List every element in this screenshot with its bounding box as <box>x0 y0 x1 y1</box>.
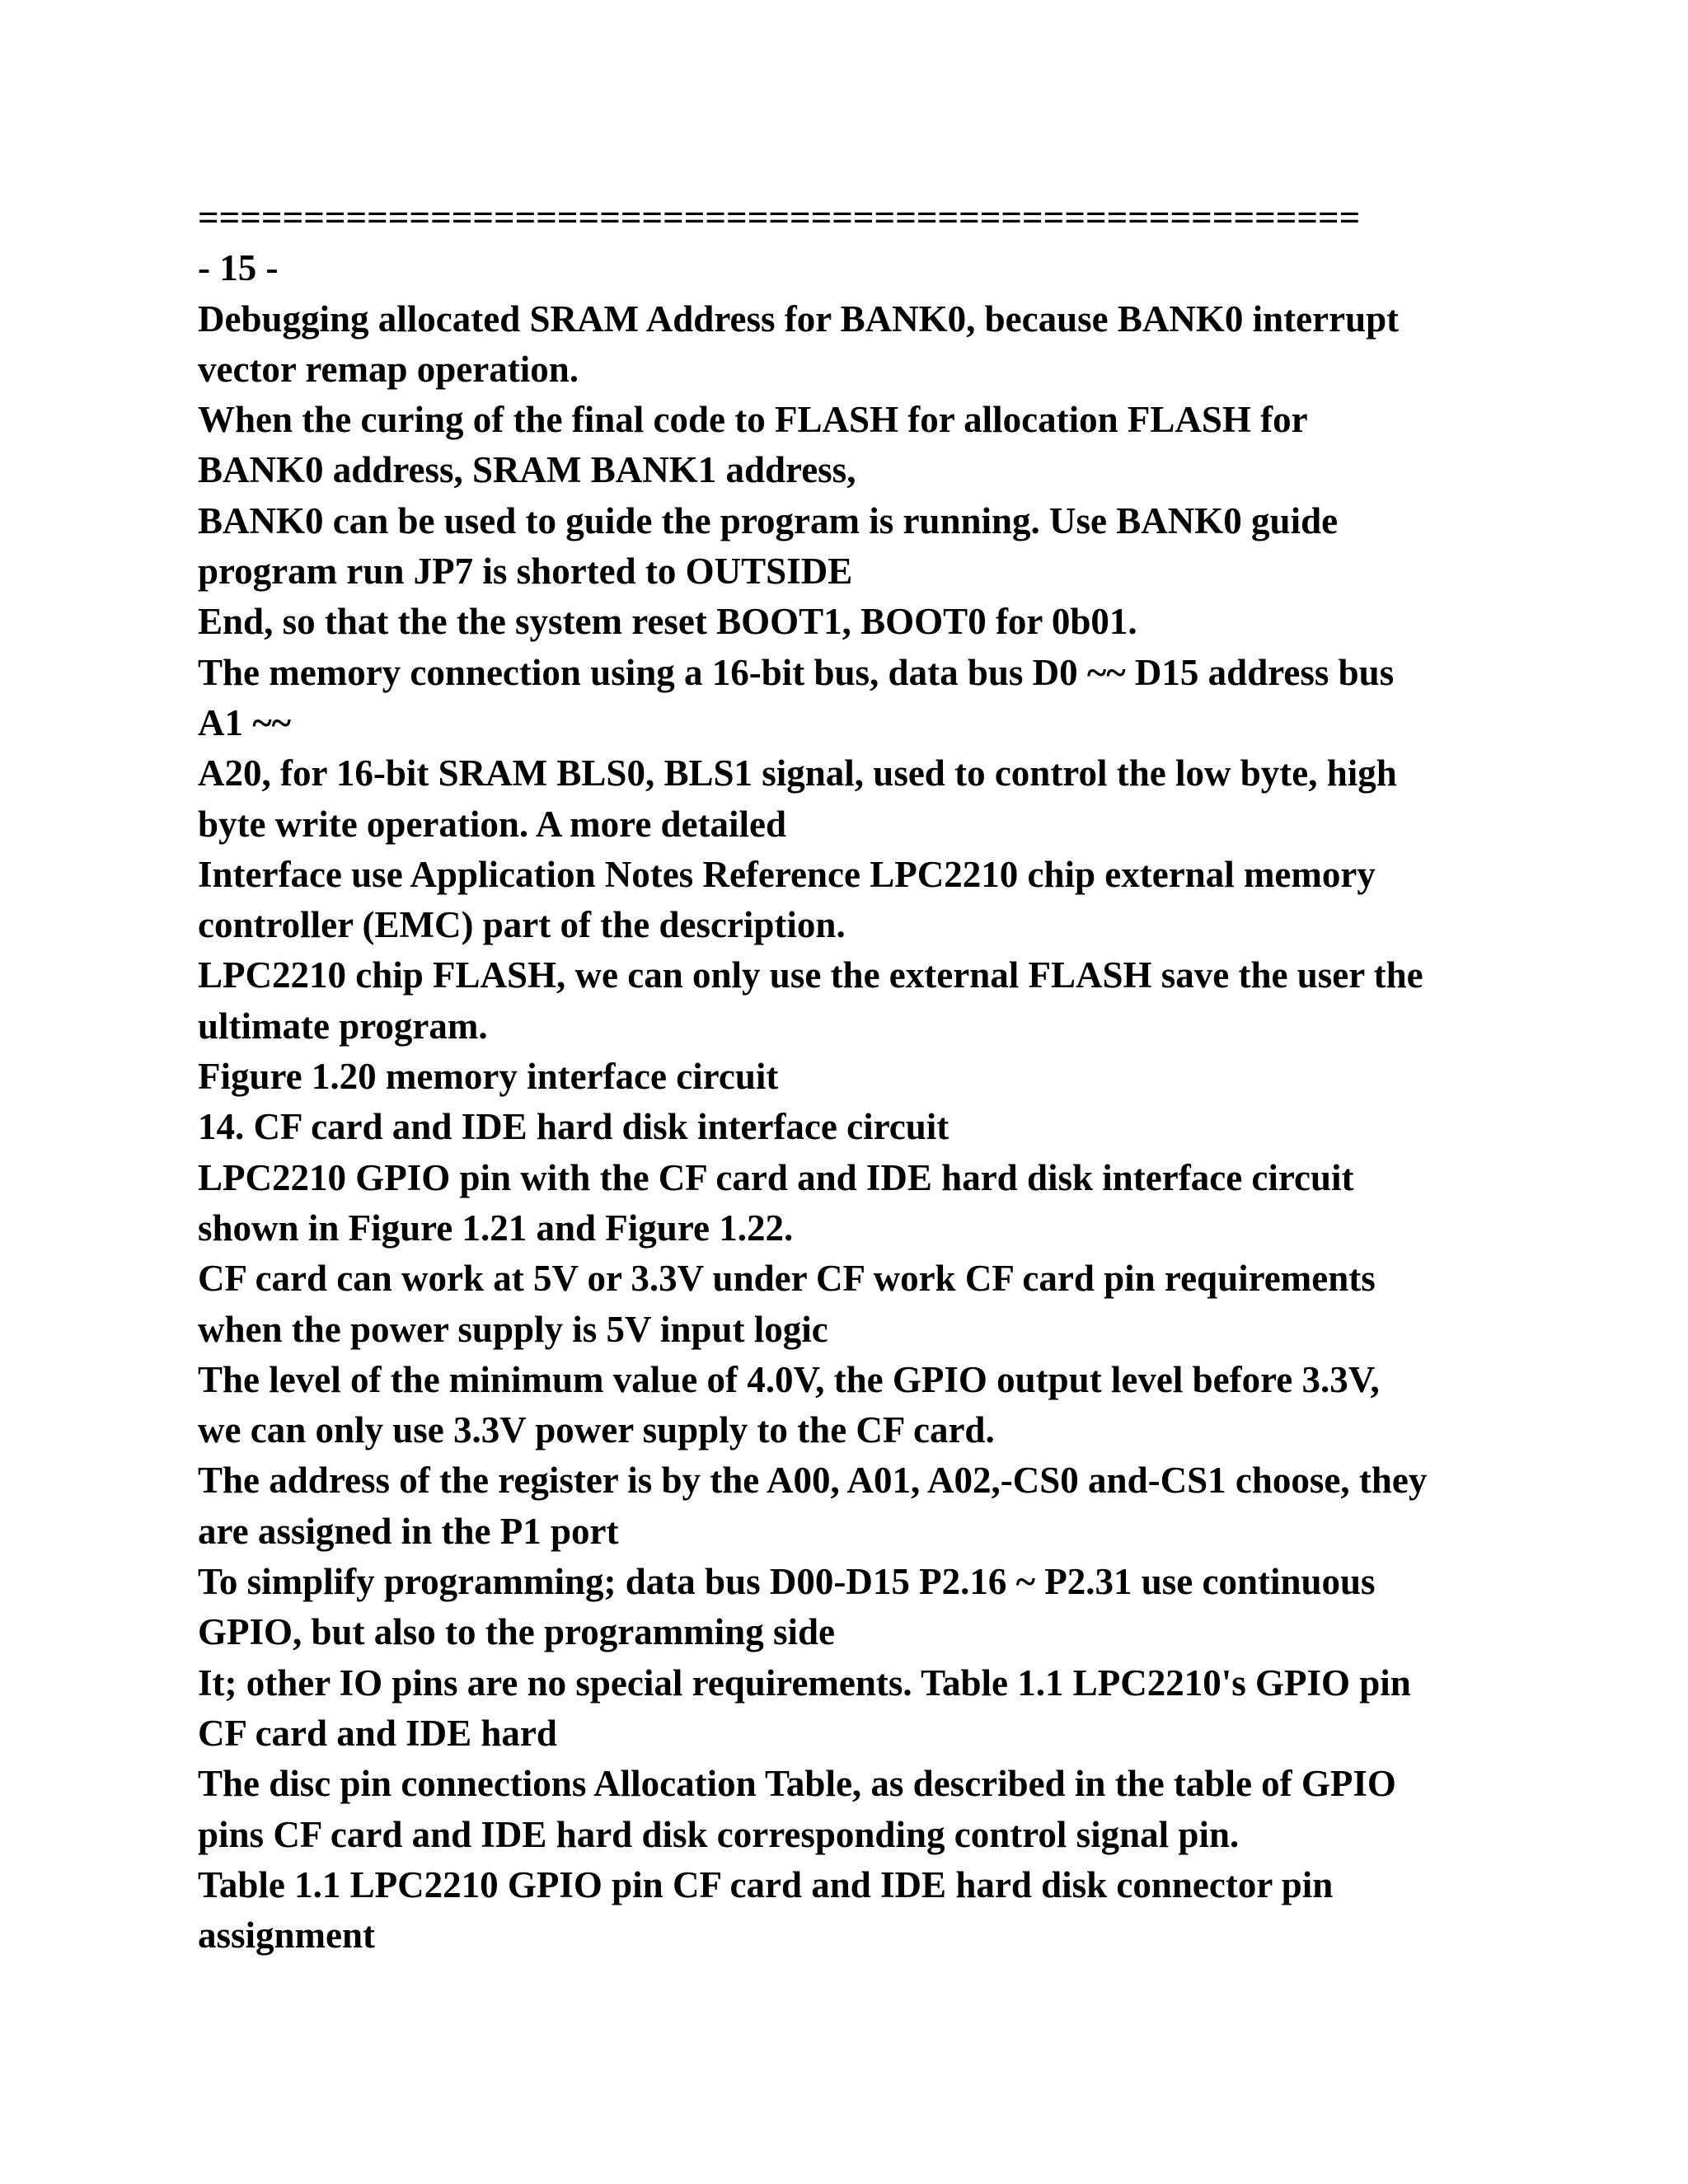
text-line: The memory connection using a 16-bit bus, data bus D0 ~~ D15 address bus <box>198 651 1395 693</box>
text-line: Debugging allocated SRAM Address for BANK0, because BANK0 interrupt <box>198 298 1400 340</box>
text-line: are assigned in the P1 port <box>198 1510 619 1552</box>
text-line: A1 ~~ <box>198 701 292 743</box>
text-line: End, so that the the system reset BOOT1, BOOT0 for 0b01. <box>198 601 1137 643</box>
text-line: BANK0 can be used to guide the program is running. Use BANK0 guide <box>198 499 1339 541</box>
text-line: To simplify programming; data bus D00-D15 P2.16 ~ P2.31 use continuous <box>198 1561 1376 1603</box>
text-line: A20, for 16-bit SRAM BLS0, BLS1 signal, used to control the low byte, high <box>198 752 1397 794</box>
table-caption: assignment <box>198 1915 376 1957</box>
text-line: GPIO, but also to the programming side <box>198 1611 835 1653</box>
separator-line: ======================================================= <box>198 197 1361 238</box>
text-line: The address of the register is by the A00, A01, A02,-CS0 and-CS1 choose, they <box>198 1460 1428 1502</box>
figure-caption: Figure 1.20 memory interface circuit <box>198 1056 779 1098</box>
table-caption: Table 1.1 LPC2210 GPIO pin CF card and IDE hard disk connector pin <box>198 1863 1334 1905</box>
text-line: shown in Figure 1.21 and Figure 1.22. <box>198 1207 794 1249</box>
page-number: - 15 - <box>198 247 279 289</box>
text-line: byte write operation. A more detailed <box>198 803 787 845</box>
text-line: When the curing of the final code to FLASH for allocation FLASH for <box>198 399 1308 441</box>
text-line: pins CF card and IDE hard disk corresponding control signal pin. <box>198 1813 1240 1855</box>
text-line: program run JP7 is shorted to OUTSIDE <box>198 551 853 593</box>
text-line: CF card can work at 5V or 3.3V under CF work CF card pin requirements <box>198 1258 1376 1300</box>
section-heading: 14. CF card and IDE hard disk interface circuit <box>198 1106 950 1148</box>
document-body <box>198 193 1517 1961</box>
text-line: controller (EMC) part of the description. <box>198 904 846 946</box>
text-line: BANK0 address, SRAM BANK1 address, <box>198 449 856 491</box>
text-line: It; other IO pins are no special requirements. Table 1.1 LPC2210's GPIO pin <box>198 1661 1411 1704</box>
text-line: LPC2210 chip FLASH, we can only use the external FLASH save the user the <box>198 954 1423 996</box>
text-line: LPC2210 GPIO pin with the CF card and IDE hard disk interface circuit <box>198 1156 1354 1198</box>
text-line: vector remap operation. <box>198 348 579 390</box>
text-line: The disc pin connections Allocation Table, as described in the table of GPIO <box>198 1763 1396 1805</box>
text-line: ultimate program. <box>198 1005 488 1047</box>
text-line: The level of the minimum value of 4.0V, the GPIO output level before 3.3V, <box>198 1358 1380 1400</box>
text-line: we can only use 3.3V power supply to the CF card. <box>198 1409 995 1451</box>
text-line: when the power supply is 5V input logic <box>198 1308 828 1350</box>
text-line: Interface use Application Notes Reference LPC2210 chip external memory <box>198 853 1376 895</box>
text-line: CF card and IDE hard <box>198 1712 557 1754</box>
